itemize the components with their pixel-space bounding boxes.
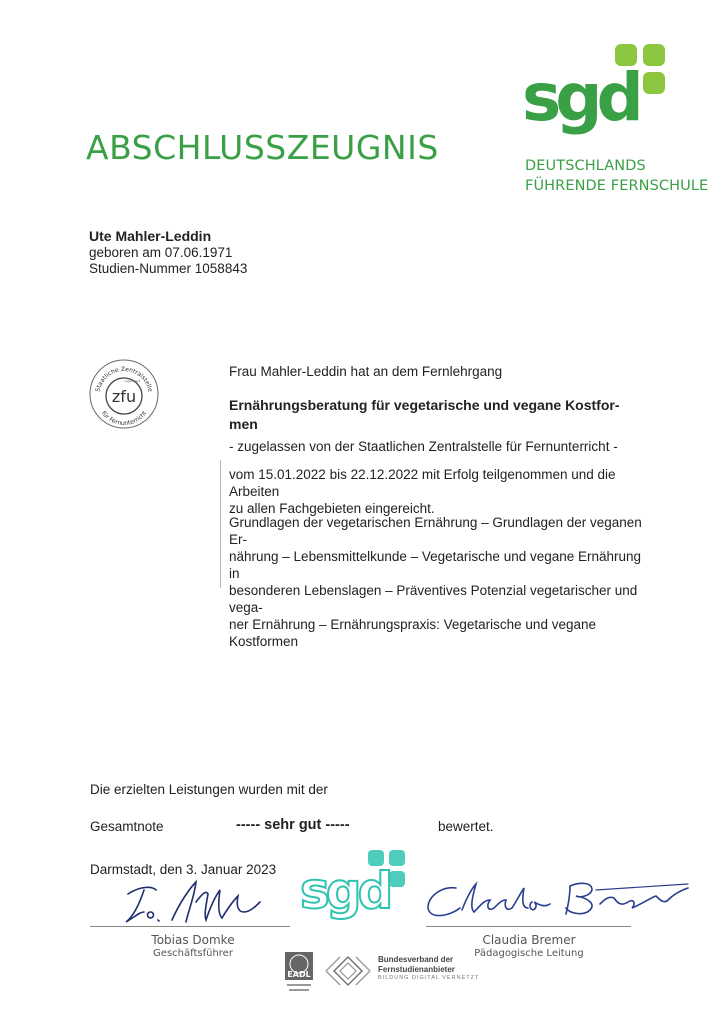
seal-center-text: zfu [111, 387, 137, 406]
bundesverband-text [378, 955, 479, 984]
course-title-line-1: Ernährungsberatung für vegetarische und vegane Kostfor- [229, 397, 620, 413]
signature-right [420, 874, 690, 924]
school-tagline [525, 156, 708, 196]
period-line-1: vom 15.01.2022 bis 22.12.2022 mit Erfolg teilgenommen und die Arbeiten [229, 467, 616, 499]
grade-value: ----- sehr gut ----- [236, 817, 350, 833]
sgd-stamp [298, 846, 418, 930]
svg-text:für Fernunterricht [100, 409, 149, 427]
place-date: Darmstadt, den 3. Januar 2023 [90, 862, 277, 877]
signer-left-name: Tobias Domke [151, 933, 235, 947]
period-line-2: zu allen Fachgebieten eingereicht. [229, 501, 435, 516]
signature-line-left [90, 926, 290, 927]
subject-list [229, 514, 649, 650]
tagline-line-1: DEUTSCHLANDS [525, 158, 646, 174]
tagline-line-2: FÜHRENDE FERNSCHULE [525, 178, 709, 194]
bv-line-2: Fernstudienanbieter [378, 964, 455, 974]
participation-period [229, 466, 649, 517]
subject-line: ner Ernährung – Ernährungspraxis: Vegetarische und vegane Kostformen [229, 617, 596, 649]
bv-line-1: Bundesverband der [378, 955, 454, 964]
grade-suffix: bewertet. [438, 819, 494, 834]
result-intro: Die erzielten Leistungen wurden mit der [90, 782, 328, 797]
signer-right-role: Pädagogische Leitung [474, 948, 584, 959]
margin-line [220, 460, 221, 588]
signature-line-right [426, 926, 631, 927]
seal-ring-small: organisiert [123, 379, 141, 383]
zfu-seal [88, 358, 160, 430]
certificate-intro: Frau Mahler-Leddin hat an dem Fernlehrgang [229, 364, 503, 379]
bundesverband-icon [320, 950, 376, 992]
seal-ring-top: Staatliche Zentralstelle [94, 365, 154, 393]
subject-line: nährung – Lebensmittelkunde – Vegetarische und vegane Ernährung in [229, 549, 642, 581]
grade-label: Gesamtnote [90, 819, 164, 834]
course-title [229, 396, 649, 434]
student-info [89, 228, 247, 278]
eadl-label: EADL [287, 970, 311, 979]
bv-subline: BILDUNG DIGITAL VERNETZT [378, 975, 480, 981]
student-number: Studien-Nummer 1058843 [89, 261, 248, 276]
subject-line: Grundlagen der vegetarischen Ernährung – Grundlagen der veganen Er- [229, 515, 642, 547]
subject-line: besonderen Lebenslagen – Präventives Potenzial vegetarischer und vega- [229, 583, 638, 615]
sgd-logo [520, 40, 680, 140]
student-birthdate: geboren am 07.06.1971 [89, 244, 233, 260]
seal-ring-bottom: für Fernunterricht [99, 409, 149, 428]
eadl-logo [283, 950, 315, 996]
course-title-line-2: men [229, 416, 258, 432]
certificate-title: ABSCHLUSSZEUGNIS [86, 128, 439, 167]
approval-note: - zugelassen von der Staatlichen Zentralstelle für Fernunterricht - [229, 439, 618, 454]
signer-left-role: Geschäftsführer [153, 948, 233, 959]
student-name: Ute Mahler-Leddin [89, 228, 212, 244]
logo-text: sgd [522, 59, 638, 136]
signature-left [110, 872, 270, 932]
signer-right-name: Claudia Bremer [482, 933, 576, 947]
signer-left [100, 933, 286, 961]
stamp-text: sgd [300, 862, 390, 920]
